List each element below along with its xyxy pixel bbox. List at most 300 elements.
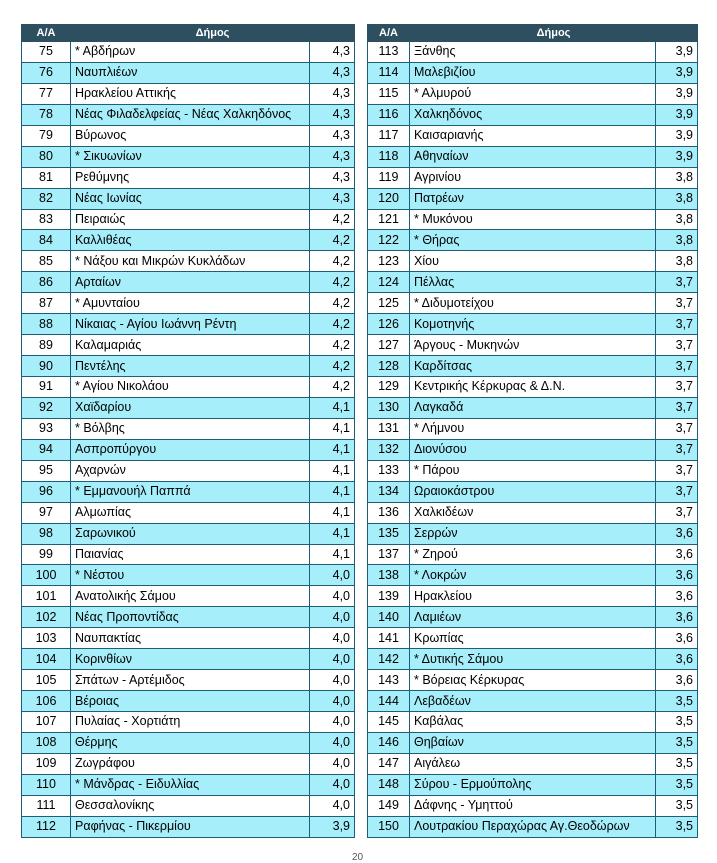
row-number: 87 bbox=[22, 293, 71, 314]
row-number: 91 bbox=[22, 377, 71, 398]
row-number: 134 bbox=[368, 481, 410, 502]
score-value: 3,9 bbox=[656, 125, 698, 146]
row-number: 75 bbox=[22, 42, 71, 63]
row-number: 147 bbox=[368, 753, 410, 774]
score-value: 3,8 bbox=[656, 167, 698, 188]
score-value: 4,2 bbox=[310, 272, 355, 293]
table-row bbox=[368, 62, 698, 83]
row-number: 98 bbox=[22, 523, 71, 544]
row-number: 86 bbox=[22, 272, 71, 293]
municipality-name: * Διδυμοτείχου bbox=[410, 293, 656, 314]
row-number: 116 bbox=[368, 104, 410, 125]
municipality-name: Νέας Ιωνίας bbox=[71, 188, 310, 209]
score-value: 3,7 bbox=[656, 460, 698, 481]
municipality-name: Αθηναίων bbox=[410, 146, 656, 167]
municipality-name: Πυλαίας - Χορτιάτη bbox=[71, 712, 310, 733]
table-header-row bbox=[22, 25, 355, 42]
municipality-name: Νίκαιας - Αγίου Ιωάννη Ρέντη bbox=[71, 314, 310, 335]
row-number: 101 bbox=[22, 586, 71, 607]
score-value: 3,8 bbox=[656, 251, 698, 272]
table-row bbox=[22, 418, 355, 439]
municipality-name: Ρεθύμνης bbox=[71, 167, 310, 188]
municipality-name: * Πάρου bbox=[410, 460, 656, 481]
row-number: 112 bbox=[22, 816, 71, 837]
score-value: 4,1 bbox=[310, 523, 355, 544]
table-row bbox=[22, 586, 355, 607]
score-value: 4,2 bbox=[310, 230, 355, 251]
row-number: 107 bbox=[22, 712, 71, 733]
table-row bbox=[368, 293, 698, 314]
municipality-name: * Αγίου Νικολάου bbox=[71, 377, 310, 398]
table-row bbox=[368, 732, 698, 753]
municipality-name: Χαλκιδέων bbox=[410, 502, 656, 523]
header-dimos: Δήμος bbox=[410, 25, 698, 42]
municipality-name: Πέλλας bbox=[410, 272, 656, 293]
municipality-name: * Λοκρών bbox=[410, 565, 656, 586]
score-value: 3,6 bbox=[656, 565, 698, 586]
table-row bbox=[368, 565, 698, 586]
score-value: 4,0 bbox=[310, 628, 355, 649]
municipality-name: Αγρινίου bbox=[410, 167, 656, 188]
ranking-table-left bbox=[21, 24, 355, 838]
table-row bbox=[22, 104, 355, 125]
table-row bbox=[368, 146, 698, 167]
score-value: 4,1 bbox=[310, 544, 355, 565]
municipality-name: Πειραιώς bbox=[71, 209, 310, 230]
score-value: 4,3 bbox=[310, 146, 355, 167]
score-value: 3,5 bbox=[656, 691, 698, 712]
row-number: 96 bbox=[22, 481, 71, 502]
table-row bbox=[368, 167, 698, 188]
row-number: 99 bbox=[22, 544, 71, 565]
municipality-name: * Ζηρού bbox=[410, 544, 656, 565]
row-number: 127 bbox=[368, 335, 410, 356]
score-value: 4,2 bbox=[310, 209, 355, 230]
municipality-name: * Αβδήρων bbox=[71, 42, 310, 63]
row-number: 104 bbox=[22, 649, 71, 670]
table-row bbox=[22, 523, 355, 544]
municipality-name: Αλμωπίας bbox=[71, 502, 310, 523]
score-value: 3,7 bbox=[656, 356, 698, 377]
municipality-name: * Μάνδρας - Ειδυλλίας bbox=[71, 774, 310, 795]
page-number: 20 bbox=[352, 852, 364, 863]
table-row bbox=[22, 691, 355, 712]
row-number: 88 bbox=[22, 314, 71, 335]
row-number: 110 bbox=[22, 774, 71, 795]
table-row bbox=[368, 209, 698, 230]
table-row bbox=[368, 795, 698, 816]
score-value: 4,2 bbox=[310, 356, 355, 377]
score-value: 4,0 bbox=[310, 732, 355, 753]
score-value: 4,0 bbox=[310, 753, 355, 774]
municipality-name: Καλαμαριάς bbox=[71, 335, 310, 356]
score-value: 4,3 bbox=[310, 188, 355, 209]
score-value: 3,5 bbox=[656, 712, 698, 733]
row-number: 125 bbox=[368, 293, 410, 314]
row-number: 115 bbox=[368, 83, 410, 104]
municipality-name: * Μυκόνου bbox=[410, 209, 656, 230]
municipality-name: Σύρου - Ερμούπολης bbox=[410, 774, 656, 795]
municipality-name: Άργους - Μυκηνών bbox=[410, 335, 656, 356]
table-row bbox=[22, 146, 355, 167]
row-number: 89 bbox=[22, 335, 71, 356]
table-row bbox=[368, 753, 698, 774]
score-value: 3,7 bbox=[656, 272, 698, 293]
table-row bbox=[22, 732, 355, 753]
table-row bbox=[22, 628, 355, 649]
row-number: 103 bbox=[22, 628, 71, 649]
score-value: 4,3 bbox=[310, 125, 355, 146]
table-row bbox=[22, 565, 355, 586]
score-value: 4,0 bbox=[310, 649, 355, 670]
row-number: 105 bbox=[22, 670, 71, 691]
score-value: 3,9 bbox=[310, 816, 355, 837]
row-number: 150 bbox=[368, 816, 410, 837]
score-value: 3,6 bbox=[656, 628, 698, 649]
municipality-name: * Νάξου και Μικρών Κυκλάδων bbox=[71, 251, 310, 272]
table-row bbox=[22, 753, 355, 774]
row-number: 109 bbox=[22, 753, 71, 774]
row-number: 139 bbox=[368, 586, 410, 607]
ranking-table-right bbox=[367, 24, 698, 838]
municipality-name: Δάφνης - Υμηττού bbox=[410, 795, 656, 816]
table-row bbox=[22, 42, 355, 63]
score-value: 3,8 bbox=[656, 188, 698, 209]
table-row bbox=[368, 125, 698, 146]
municipality-name: * Λήμνου bbox=[410, 418, 656, 439]
municipality-name: Μαλεβιζίου bbox=[410, 62, 656, 83]
municipality-name: Κομοτηνής bbox=[410, 314, 656, 335]
score-value: 4,2 bbox=[310, 251, 355, 272]
row-number: 144 bbox=[368, 691, 410, 712]
score-value: 3,7 bbox=[656, 293, 698, 314]
municipality-name: Καλλιθέας bbox=[71, 230, 310, 251]
score-value: 4,1 bbox=[310, 481, 355, 502]
municipality-name: Ανατολικής Σάμου bbox=[71, 586, 310, 607]
municipality-name: Λαμιέων bbox=[410, 607, 656, 628]
score-value: 4,0 bbox=[310, 795, 355, 816]
row-number: 106 bbox=[22, 691, 71, 712]
row-number: 148 bbox=[368, 774, 410, 795]
row-number: 114 bbox=[368, 62, 410, 83]
row-number: 133 bbox=[368, 460, 410, 481]
municipality-name: * Αμυνταίου bbox=[71, 293, 310, 314]
table-row bbox=[22, 439, 355, 460]
score-value: 4,0 bbox=[310, 670, 355, 691]
municipality-name: * Αλμυρού bbox=[410, 83, 656, 104]
table-row bbox=[22, 502, 355, 523]
row-number: 92 bbox=[22, 397, 71, 418]
row-number: 90 bbox=[22, 356, 71, 377]
score-value: 3,8 bbox=[656, 209, 698, 230]
row-number: 123 bbox=[368, 251, 410, 272]
municipality-name: Καβάλας bbox=[410, 712, 656, 733]
score-value: 4,1 bbox=[310, 397, 355, 418]
score-value: 3,7 bbox=[656, 502, 698, 523]
score-value: 3,6 bbox=[656, 586, 698, 607]
table-row bbox=[22, 293, 355, 314]
table-row bbox=[368, 481, 698, 502]
score-value: 3,7 bbox=[656, 377, 698, 398]
row-number: 117 bbox=[368, 125, 410, 146]
municipality-name: Λεβαδέων bbox=[410, 691, 656, 712]
score-value: 3,7 bbox=[656, 439, 698, 460]
row-number: 102 bbox=[22, 607, 71, 628]
row-number: 118 bbox=[368, 146, 410, 167]
row-number: 122 bbox=[368, 230, 410, 251]
row-number: 78 bbox=[22, 104, 71, 125]
municipality-name: * Βόρειας Κέρκυρας bbox=[410, 670, 656, 691]
municipality-name: * Δυτικής Σάμου bbox=[410, 649, 656, 670]
municipality-name: Σαρωνικού bbox=[71, 523, 310, 544]
row-number: 149 bbox=[368, 795, 410, 816]
score-value: 4,3 bbox=[310, 104, 355, 125]
score-value: 4,2 bbox=[310, 314, 355, 335]
table-header-row bbox=[368, 25, 698, 42]
table-row bbox=[368, 314, 698, 335]
row-number: 128 bbox=[368, 356, 410, 377]
score-value: 3,5 bbox=[656, 795, 698, 816]
score-value: 3,7 bbox=[656, 397, 698, 418]
table-row bbox=[22, 356, 355, 377]
municipality-name: Ωραιοκάστρου bbox=[410, 481, 656, 502]
table-row bbox=[22, 335, 355, 356]
table-row bbox=[368, 83, 698, 104]
score-value: 3,7 bbox=[656, 335, 698, 356]
table-row bbox=[368, 544, 698, 565]
table-row bbox=[368, 272, 698, 293]
row-number: 132 bbox=[368, 439, 410, 460]
score-value: 4,3 bbox=[310, 167, 355, 188]
table-row bbox=[368, 397, 698, 418]
municipality-name: Ζωγράφου bbox=[71, 753, 310, 774]
score-value: 3,6 bbox=[656, 670, 698, 691]
score-value: 4,2 bbox=[310, 377, 355, 398]
row-number: 97 bbox=[22, 502, 71, 523]
table-row bbox=[22, 481, 355, 502]
score-value: 4,1 bbox=[310, 418, 355, 439]
row-number: 135 bbox=[368, 523, 410, 544]
row-number: 126 bbox=[368, 314, 410, 335]
table-row bbox=[22, 62, 355, 83]
table-row bbox=[368, 230, 698, 251]
table-row bbox=[368, 251, 698, 272]
municipality-name: Σερρών bbox=[410, 523, 656, 544]
municipality-name: Καρδίτσας bbox=[410, 356, 656, 377]
table-row bbox=[22, 188, 355, 209]
municipality-name: * Θήρας bbox=[410, 230, 656, 251]
score-value: 4,0 bbox=[310, 712, 355, 733]
score-value: 3,6 bbox=[656, 544, 698, 565]
score-value: 4,0 bbox=[310, 607, 355, 628]
municipality-name: Λουτρακίου Περαχώρας Αγ.Θεοδώρων bbox=[410, 816, 656, 837]
table-row bbox=[368, 523, 698, 544]
table-row bbox=[368, 649, 698, 670]
table-body-right bbox=[368, 42, 698, 838]
municipality-name: Καισαριανής bbox=[410, 125, 656, 146]
municipality-name: Διονύσου bbox=[410, 439, 656, 460]
municipality-name: Χίου bbox=[410, 251, 656, 272]
row-number: 113 bbox=[368, 42, 410, 63]
row-number: 84 bbox=[22, 230, 71, 251]
table-row bbox=[368, 502, 698, 523]
row-number: 93 bbox=[22, 418, 71, 439]
score-value: 3,7 bbox=[656, 314, 698, 335]
municipality-name: Λαγκαδά bbox=[410, 397, 656, 418]
score-value: 3,5 bbox=[656, 732, 698, 753]
row-number: 143 bbox=[368, 670, 410, 691]
table-row bbox=[368, 712, 698, 733]
row-number: 146 bbox=[368, 732, 410, 753]
score-value: 3,9 bbox=[656, 104, 698, 125]
table-row bbox=[22, 167, 355, 188]
municipality-name: Κορινθίων bbox=[71, 649, 310, 670]
score-value: 4,0 bbox=[310, 565, 355, 586]
score-value: 4,1 bbox=[310, 439, 355, 460]
table-row bbox=[22, 816, 355, 837]
municipality-name: Ναυπακτίας bbox=[71, 628, 310, 649]
municipality-name: Κρωπίας bbox=[410, 628, 656, 649]
table-row bbox=[368, 418, 698, 439]
score-value: 4,3 bbox=[310, 42, 355, 63]
table-row bbox=[22, 377, 355, 398]
row-number: 130 bbox=[368, 397, 410, 418]
score-value: 3,5 bbox=[656, 774, 698, 795]
municipality-name: Νέας Προποντίδας bbox=[71, 607, 310, 628]
score-value: 4,0 bbox=[310, 586, 355, 607]
table-row bbox=[22, 251, 355, 272]
municipality-name: * Σικυωνίων bbox=[71, 146, 310, 167]
table-row bbox=[22, 607, 355, 628]
score-value: 3,7 bbox=[656, 418, 698, 439]
row-number: 129 bbox=[368, 377, 410, 398]
municipality-name: Αιγάλεω bbox=[410, 753, 656, 774]
municipality-name: Ξάνθης bbox=[410, 42, 656, 63]
municipality-name: Ραφήνας - Πικερμίου bbox=[71, 816, 310, 837]
municipality-name: Πατρέων bbox=[410, 188, 656, 209]
table-row bbox=[22, 774, 355, 795]
row-number: 94 bbox=[22, 439, 71, 460]
row-number: 77 bbox=[22, 83, 71, 104]
municipality-name: Θηβαίων bbox=[410, 732, 656, 753]
table-row bbox=[22, 397, 355, 418]
score-value: 3,9 bbox=[656, 42, 698, 63]
table-row bbox=[368, 460, 698, 481]
municipality-name: Ναυπλιέων bbox=[71, 62, 310, 83]
table-row bbox=[368, 104, 698, 125]
row-number: 137 bbox=[368, 544, 410, 565]
municipality-name: Ηρακλείου bbox=[410, 586, 656, 607]
score-value: 3,5 bbox=[656, 816, 698, 837]
table-row bbox=[22, 460, 355, 481]
municipality-name: Θέρμης bbox=[71, 732, 310, 753]
score-value: 3,7 bbox=[656, 481, 698, 502]
table-row bbox=[22, 712, 355, 733]
score-value: 3,9 bbox=[656, 62, 698, 83]
table-row bbox=[22, 795, 355, 816]
municipality-name: Νέας Φιλαδελφείας - Νέας Χαλκηδόνος bbox=[71, 104, 310, 125]
municipality-name: Χαλκηδόνος bbox=[410, 104, 656, 125]
score-value: 4,3 bbox=[310, 62, 355, 83]
table-row bbox=[22, 272, 355, 293]
table-row bbox=[22, 230, 355, 251]
table-body-left bbox=[22, 42, 355, 838]
table-row bbox=[22, 314, 355, 335]
table-row bbox=[368, 42, 698, 63]
row-number: 145 bbox=[368, 712, 410, 733]
row-number: 80 bbox=[22, 146, 71, 167]
header-aa: Α/Α bbox=[368, 25, 410, 42]
row-number: 136 bbox=[368, 502, 410, 523]
table-row bbox=[368, 691, 698, 712]
row-number: 138 bbox=[368, 565, 410, 586]
score-value: 3,9 bbox=[656, 83, 698, 104]
table-row bbox=[368, 335, 698, 356]
row-number: 100 bbox=[22, 565, 71, 586]
row-number: 95 bbox=[22, 460, 71, 481]
score-value: 3,8 bbox=[656, 230, 698, 251]
table-row bbox=[368, 607, 698, 628]
row-number: 108 bbox=[22, 732, 71, 753]
row-number: 141 bbox=[368, 628, 410, 649]
municipality-name: * Βόλβης bbox=[71, 418, 310, 439]
row-number: 121 bbox=[368, 209, 410, 230]
table-row bbox=[22, 83, 355, 104]
score-value: 3,6 bbox=[656, 523, 698, 544]
municipality-name: Ασπροπύργου bbox=[71, 439, 310, 460]
table-row bbox=[368, 816, 698, 837]
municipality-name: Κεντρικής Κέρκυρας & Δ.Ν. bbox=[410, 377, 656, 398]
table-row bbox=[368, 356, 698, 377]
row-number: 131 bbox=[368, 418, 410, 439]
table-row bbox=[368, 188, 698, 209]
score-value: 4,1 bbox=[310, 502, 355, 523]
row-number: 79 bbox=[22, 125, 71, 146]
table-row bbox=[368, 439, 698, 460]
row-number: 81 bbox=[22, 167, 71, 188]
row-number: 82 bbox=[22, 188, 71, 209]
score-value: 4,2 bbox=[310, 335, 355, 356]
row-number: 83 bbox=[22, 209, 71, 230]
score-value: 4,2 bbox=[310, 293, 355, 314]
table-row bbox=[22, 544, 355, 565]
municipality-name: Αχαρνών bbox=[71, 460, 310, 481]
municipality-name: * Νέστου bbox=[71, 565, 310, 586]
table-row bbox=[22, 670, 355, 691]
score-value: 3,6 bbox=[656, 649, 698, 670]
score-value: 4,0 bbox=[310, 774, 355, 795]
municipality-name: Θεσσαλονίκης bbox=[71, 795, 310, 816]
table-row bbox=[368, 670, 698, 691]
score-value: 3,6 bbox=[656, 607, 698, 628]
header-aa: Α/Α bbox=[22, 25, 71, 42]
table-row bbox=[368, 774, 698, 795]
score-value: 4,3 bbox=[310, 83, 355, 104]
header-dimos: Δήμος bbox=[71, 25, 355, 42]
row-number: 85 bbox=[22, 251, 71, 272]
municipality-name: * Εμμανουήλ Παππά bbox=[71, 481, 310, 502]
municipality-name: Βύρωνος bbox=[71, 125, 310, 146]
row-number: 111 bbox=[22, 795, 71, 816]
table-row bbox=[22, 125, 355, 146]
municipality-name: Σπάτων - Αρτέμιδος bbox=[71, 670, 310, 691]
row-number: 140 bbox=[368, 607, 410, 628]
score-value: 4,0 bbox=[310, 691, 355, 712]
municipality-name: Παιανίας bbox=[71, 544, 310, 565]
municipality-name: Ηρακλείου Αττικής bbox=[71, 83, 310, 104]
row-number: 76 bbox=[22, 62, 71, 83]
table-row bbox=[22, 649, 355, 670]
